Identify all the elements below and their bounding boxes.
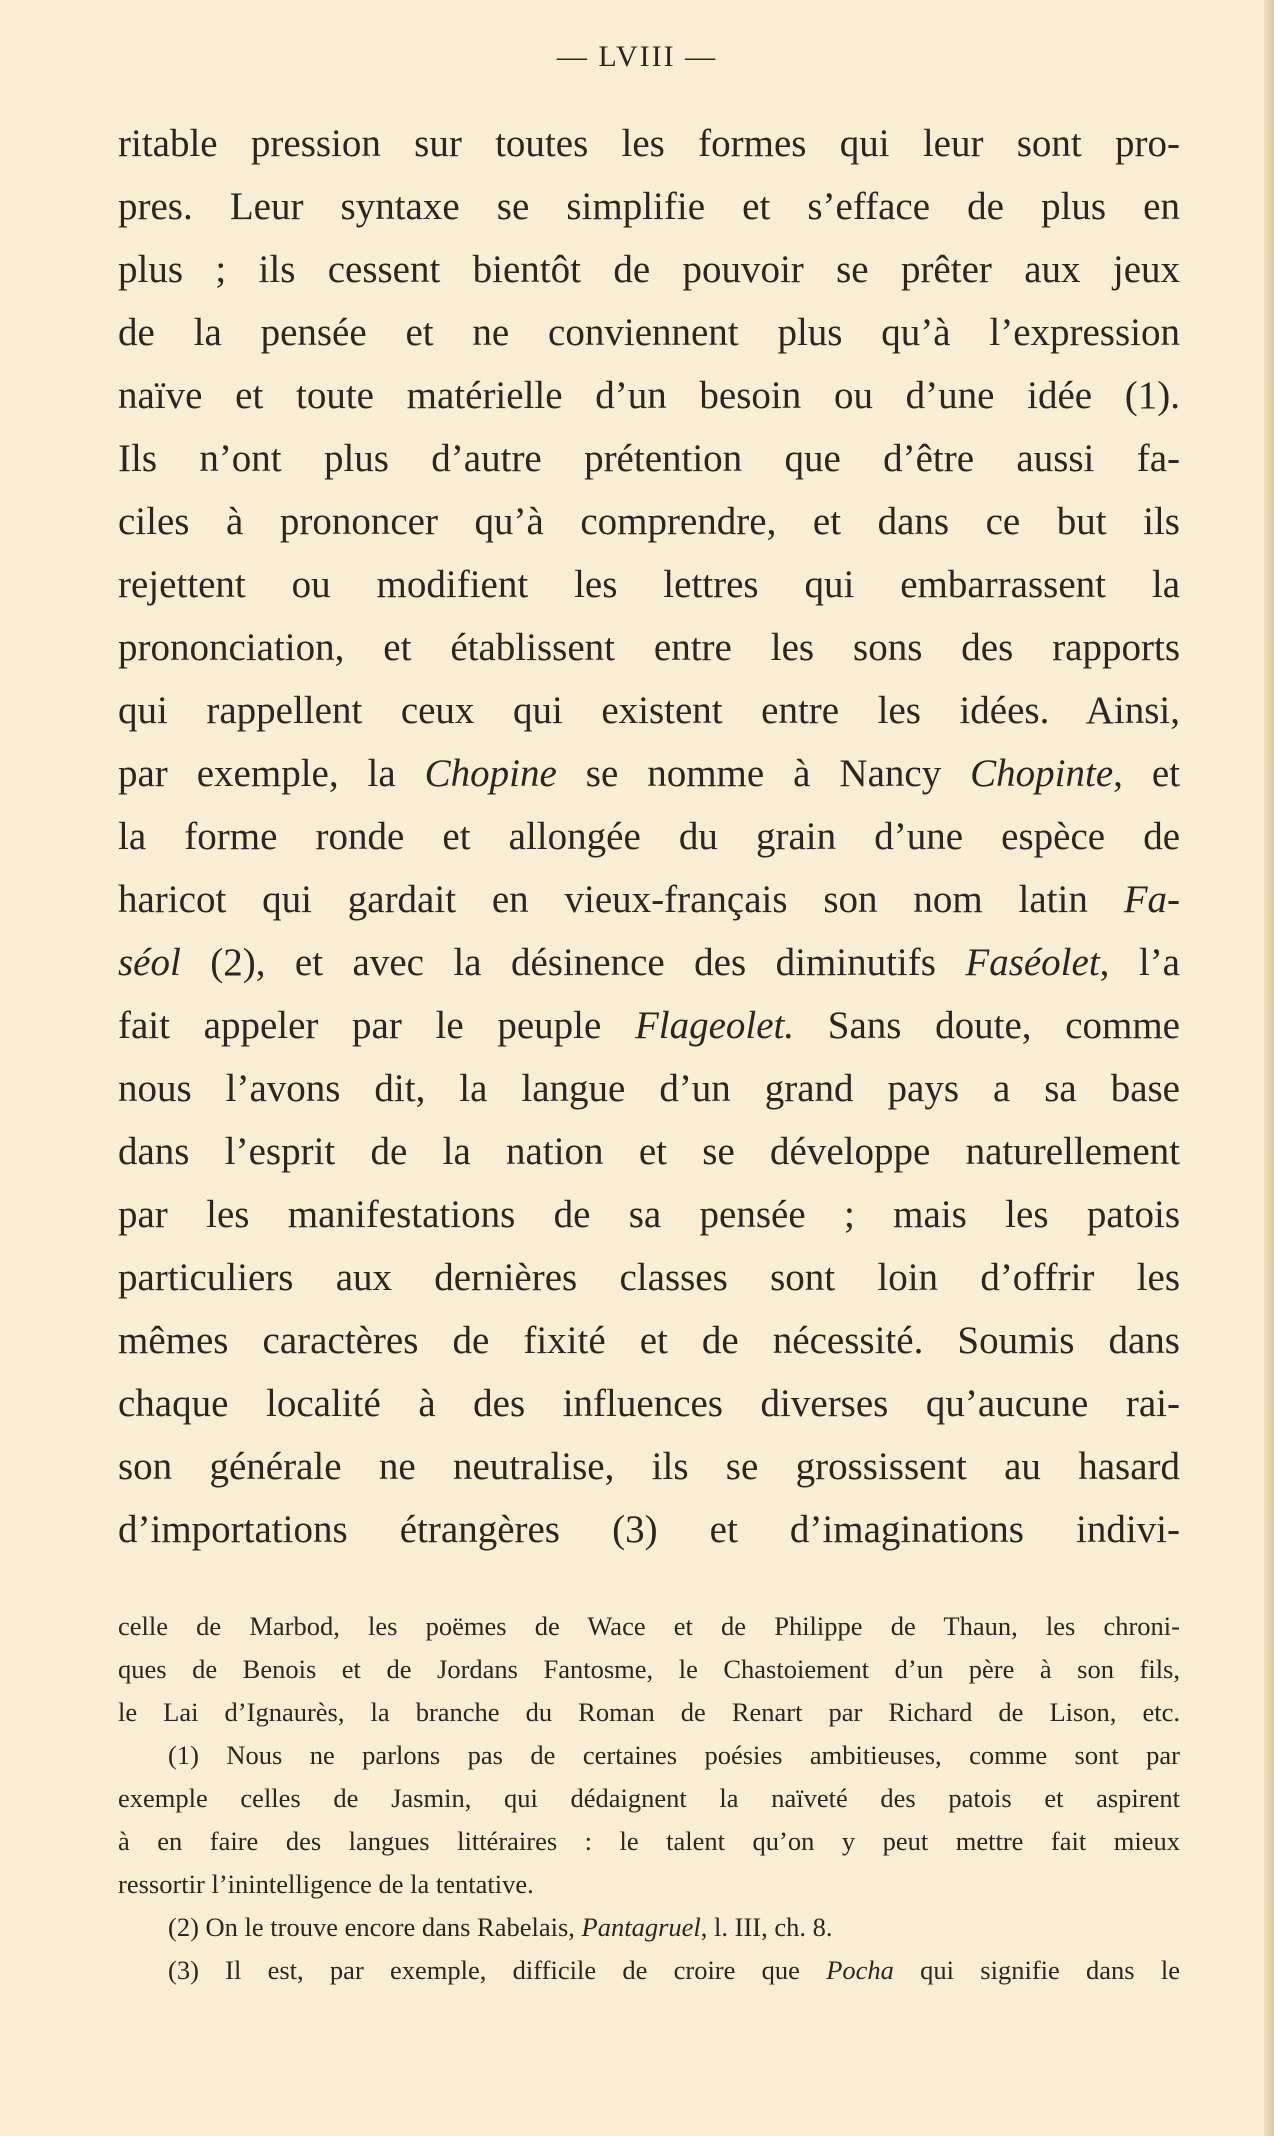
text-line (118, 112, 1180, 175)
text-line (118, 1372, 1180, 1435)
text-segment: (2) On le trouve encore dans Rabelais, (168, 1912, 582, 1942)
text-segment: , l. III, ch. 8. (700, 1912, 833, 1942)
text-segment: chaque localité à des influences diverses qu’aucune rai- (118, 1382, 1180, 1425)
text-segment: de la pensée et ne conviennent plus qu’à l’expression (118, 311, 1180, 354)
text-line (118, 301, 1180, 364)
text-line (118, 931, 1180, 994)
text-line (118, 1498, 1180, 1561)
text-segment: (2), et avec la désinence des diminutifs (180, 941, 966, 984)
text-line (118, 994, 1180, 1057)
footnotes (118, 1605, 1180, 1992)
text-segment: pres. Leur syntaxe se simplifie et s’efface de plus en (118, 185, 1180, 228)
text-line (118, 238, 1180, 301)
text-line (118, 616, 1180, 679)
text-line (118, 1309, 1180, 1372)
text-line (118, 1246, 1180, 1309)
text-segment: nous l’avons dit, la langue d’un grand pays a sa base (118, 1067, 1180, 1110)
text-segment: Ils n’ont plus d’autre prétention que d’être aussi fa- (118, 437, 1180, 480)
text-segment: celle de Marbod, les poëmes de Wace et de Philippe de Thaun, les chroni- (118, 1611, 1180, 1641)
text-segment: , l’a (1099, 941, 1180, 984)
text-line (118, 868, 1180, 931)
footnote-line (118, 1777, 1180, 1820)
text-line (118, 1057, 1180, 1120)
text-segment: ciles à prononcer qu’à comprendre, et dans ce but ils (118, 500, 1180, 543)
text-segment: ressortir l’inintelligence de la tentative. (118, 1869, 534, 1899)
italic-term: Chopinte (970, 752, 1114, 795)
main-text (118, 112, 1180, 1561)
footnote-line (118, 1820, 1180, 1863)
page-number: — LVIII — (556, 40, 718, 73)
text-line (118, 490, 1180, 553)
italic-term: séol (118, 941, 181, 984)
text-segment: particuliers aux dernières classes sont loin d’offrir les (118, 1256, 1180, 1299)
footnote-line (118, 1906, 1180, 1949)
text-segment: (1) Nous ne parlons pas de certaines poésies ambitieuses, comme sont par (168, 1740, 1180, 1770)
text-segment: le Lai d’Ignaurès, la branche du Roman de Renart par Richard de Lison, etc. (118, 1697, 1180, 1727)
text-segment: fait appeler par le peuple (118, 1004, 635, 1047)
text-segment: ques de Benois et de Jordans Fantosme, le Chastoiement d’un père à son fils, (118, 1654, 1180, 1684)
text-segment: d’importations étrangères (3) et d’imaginations indivi- (118, 1508, 1180, 1551)
page-edge (1264, 0, 1274, 2136)
text-segment: naïve et toute matérielle d’un besoin ou d’une idée (1). (118, 374, 1180, 417)
text-line (118, 364, 1180, 427)
text-segment: rejettent ou modifient les lettres qui embarrassent la (118, 563, 1180, 606)
text-segment: haricot qui gardait en vieux-français son nom latin (118, 878, 1124, 921)
footnote-line (118, 1691, 1180, 1734)
italic-term: Chopine (424, 752, 557, 795)
text-segment: Sans doute, comme (794, 1004, 1180, 1047)
text-line (118, 742, 1180, 805)
text-segment: mêmes caractères de fixité et de nécessité. Soumis dans (118, 1319, 1180, 1362)
text-segment: à en faire des langues littéraires : le talent qu’on y peut mettre fait mieux (118, 1826, 1180, 1856)
text-segment: son générale ne neutralise, ils se grossissent au hasard (118, 1445, 1180, 1488)
text-segment: (3) Il est, par exemple, difficile de croire que (168, 1955, 827, 1985)
text-segment: ritable pression sur toutes les formes qui leur sont pro- (118, 122, 1180, 165)
text-segment: plus ; ils cessent bientôt de pouvoir se prêter aux jeux (118, 248, 1180, 291)
italic-term: Pantagruel (581, 1912, 701, 1942)
text-segment: par les manifestations de sa pensée ; mais les patois (118, 1193, 1180, 1236)
text-segment: qui rappellent ceux qui existent entre les idées. Ainsi, (118, 689, 1180, 732)
text-line (118, 427, 1180, 490)
text-line (118, 175, 1180, 238)
text-line (118, 679, 1180, 742)
text-line (118, 1183, 1180, 1246)
text-line (118, 553, 1180, 616)
text-line (118, 1120, 1180, 1183)
text-segment: la forme ronde et allongée du grain d’une espèce de (118, 815, 1180, 858)
italic-term: Flageolet. (634, 1004, 795, 1047)
text-segment: dans l’esprit de la nation et se développe naturellement (118, 1130, 1180, 1173)
text-segment: qui signifie dans le (893, 1955, 1180, 1985)
text-segment: se nomme à Nancy (556, 752, 971, 795)
text-segment: , et (1113, 752, 1180, 795)
italic-term: Fa- (1123, 878, 1180, 921)
footnote-line (118, 1734, 1180, 1777)
italic-term: Faséolet (965, 941, 1100, 984)
italic-term: Pocha (826, 1955, 894, 1985)
text-line (118, 805, 1180, 868)
text-line (118, 1435, 1180, 1498)
text-segment: par exemple, la (118, 752, 425, 795)
text-segment: prononciation, et établissent entre les sons des rapports (118, 626, 1180, 669)
footnote-line (118, 1605, 1180, 1648)
footnote-line (118, 1949, 1180, 1992)
text-segment: exemple celles de Jasmin, qui dédaignent la naïveté des patois et aspirent (118, 1783, 1180, 1813)
footnote-line (118, 1648, 1180, 1691)
footnote-line (118, 1863, 1180, 1906)
